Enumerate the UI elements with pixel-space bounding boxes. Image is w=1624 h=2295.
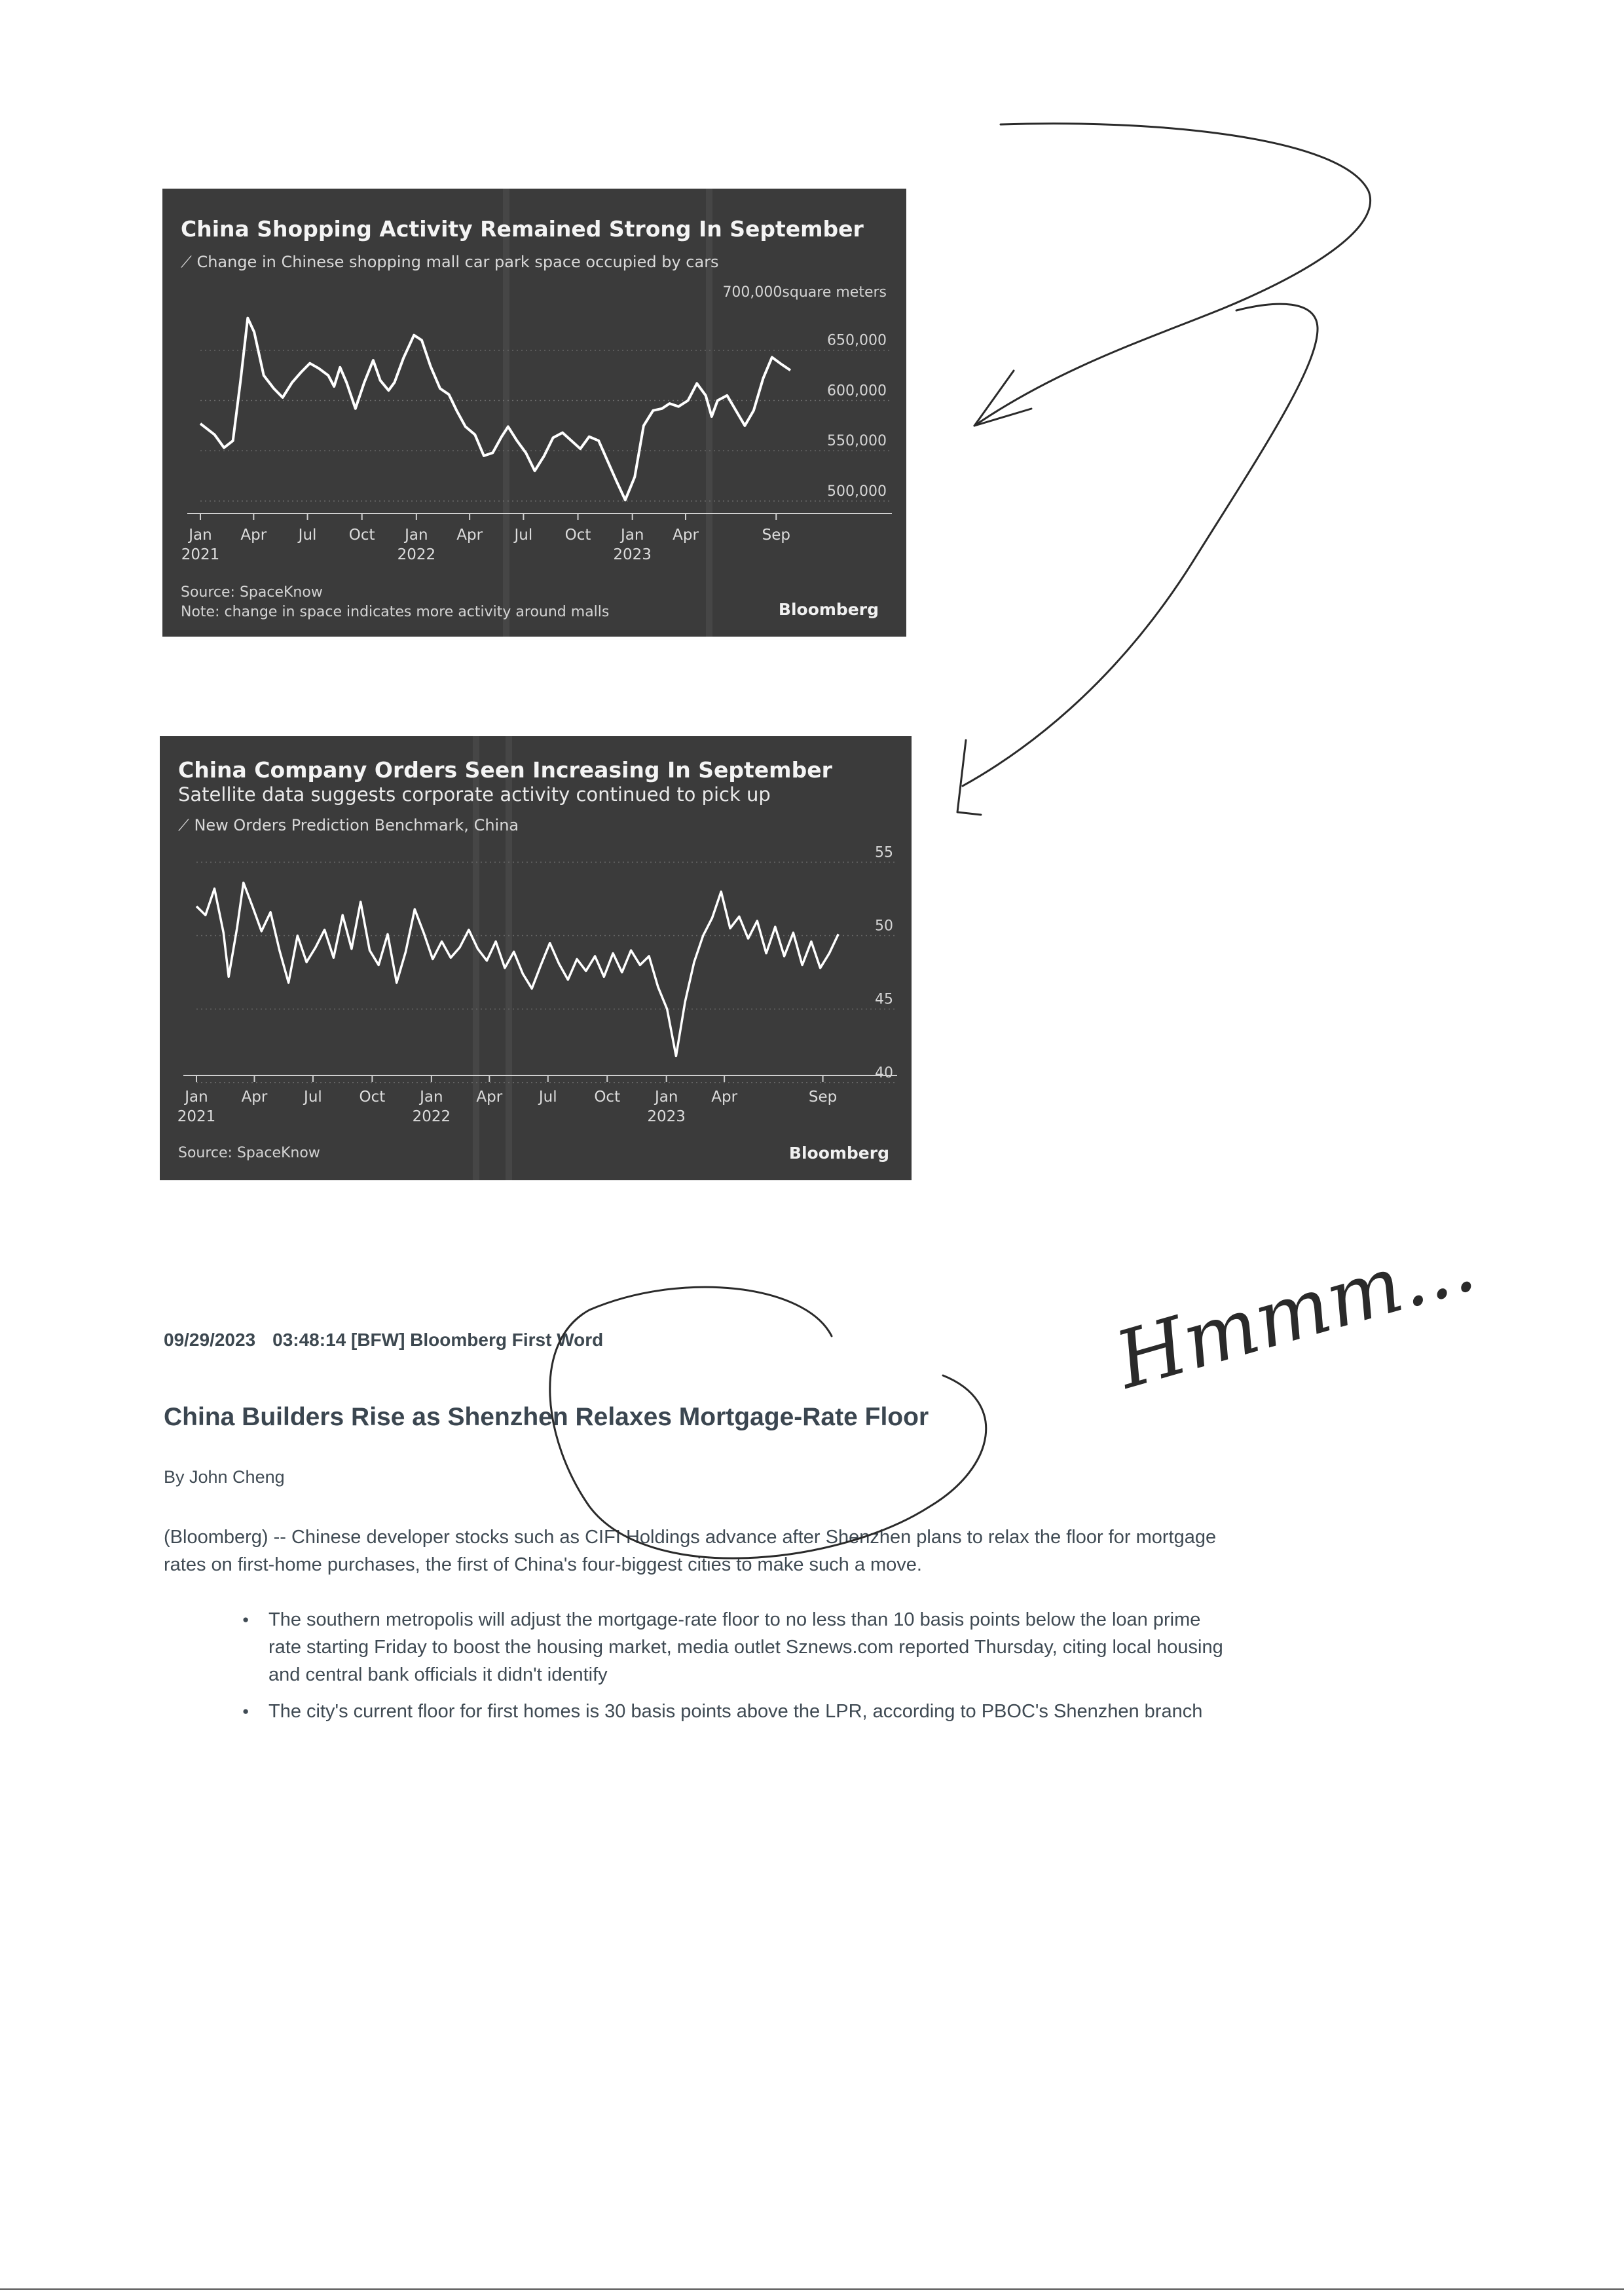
x-tick-label: Sep bbox=[762, 527, 790, 544]
article-byline: By John Cheng bbox=[164, 1467, 285, 1487]
x-tick-year-label: 2021 bbox=[181, 546, 220, 563]
article-time-source: 03:48:14 [BFW] Bloomberg First Word bbox=[272, 1330, 604, 1350]
arrowhead-icon bbox=[974, 371, 1031, 426]
shopping-activity-chart bbox=[162, 189, 906, 637]
x-tick-year-label: 2022 bbox=[412, 1108, 451, 1125]
line-legend-icon: ⟋ bbox=[178, 816, 194, 834]
y-tick-label: 50 bbox=[875, 918, 893, 935]
pen-arrow-stroke bbox=[974, 124, 1371, 426]
x-tick-year-label: 2022 bbox=[397, 546, 436, 563]
article-bullets bbox=[242, 1606, 1238, 1734]
article-lead: (Bloomberg) -- Chinese developer stocks such as CIFI Holdings advance after Shenzhen plans to relax the floor for mortgage rates on first-home purchases, the first of China's four-biggest cities to make such a move. bbox=[164, 1527, 1217, 1575]
chart-subtitle: Satellite data suggests corporate activity continued to pick up bbox=[178, 783, 771, 806]
x-tick-label: Jan bbox=[405, 527, 428, 544]
y-tick-label: 40 bbox=[875, 1064, 893, 1081]
bloomberg-logo: Bloomberg bbox=[788, 1144, 889, 1163]
unit-label: 700,000square meters bbox=[722, 284, 887, 301]
x-tick-label: Jan bbox=[420, 1089, 443, 1106]
article-dateline bbox=[164, 1330, 1624, 1351]
x-tick-label: Apr bbox=[456, 527, 483, 544]
x-tick-label: Oct bbox=[359, 1089, 386, 1106]
x-tick-label: Jan bbox=[185, 1089, 208, 1106]
legend-label: New Orders Prediction Benchmark, China bbox=[194, 816, 519, 834]
x-tick-label: Sep bbox=[808, 1089, 838, 1106]
x-tick-label: Jul bbox=[304, 1089, 322, 1106]
x-tick-label: Jul bbox=[538, 1089, 557, 1106]
line-legend-icon: ⟋ bbox=[181, 253, 197, 271]
series-line bbox=[196, 883, 838, 1056]
chart-source: Source: SpaceKnow bbox=[181, 584, 323, 601]
page-bottom-rule bbox=[0, 2288, 1624, 2290]
chart-title: China Shopping Activity Remained Strong In September bbox=[181, 216, 864, 242]
x-tick-label: Oct bbox=[348, 527, 375, 544]
pen-arrow-stroke bbox=[963, 304, 1318, 786]
x-tick-label: Apr bbox=[673, 527, 699, 544]
chart-title: China Company Orders Seen Increasing In September bbox=[178, 757, 832, 783]
x-tick-label: Jan bbox=[189, 527, 212, 544]
series-line bbox=[200, 318, 790, 500]
y-tick-label: 550,000 bbox=[827, 433, 887, 450]
x-tick-label: Jul bbox=[514, 527, 533, 544]
handwritten-note: Hmmm... bbox=[1106, 1218, 1485, 1407]
x-tick-label: Apr bbox=[476, 1089, 503, 1106]
article-bullet: ● The city's current floor for first homes is 30 basis points above the LPR, according to PBOC's Shenzhen branch bbox=[242, 1698, 1238, 1725]
orders-plot bbox=[160, 736, 912, 1180]
article-headline: China Builders Rise as Shenzhen Relaxes Mortgage-Rate Floor bbox=[164, 1403, 929, 1431]
chart-note: Note: change in space indicates more activity around malls bbox=[181, 604, 610, 620]
bloomberg-logo: Bloomberg bbox=[778, 600, 879, 619]
y-tick-label: 650,000 bbox=[827, 332, 887, 349]
x-tick-label: Apr bbox=[711, 1089, 738, 1106]
chart-source: Source: SpaceKnow bbox=[178, 1145, 320, 1161]
x-tick-label: Apr bbox=[240, 527, 267, 544]
x-tick-year-label: 2021 bbox=[177, 1108, 216, 1125]
article-date: 09/29/2023 bbox=[164, 1330, 256, 1350]
y-tick-label: 600,000 bbox=[827, 382, 887, 400]
x-tick-label: Jul bbox=[298, 527, 317, 544]
y-tick-label: 500,000 bbox=[827, 483, 887, 500]
y-tick-label: 45 bbox=[875, 991, 893, 1008]
company-orders-chart bbox=[160, 736, 912, 1180]
arrowhead-icon bbox=[957, 740, 981, 815]
x-tick-label: Jan bbox=[654, 1089, 678, 1106]
x-tick-label: Apr bbox=[241, 1089, 268, 1106]
shopping-plot bbox=[162, 189, 906, 637]
x-tick-label: Oct bbox=[594, 1089, 621, 1106]
legend-label: Change in Chinese shopping mall car park space occupied by cars bbox=[196, 253, 719, 271]
x-tick-year-label: 2023 bbox=[647, 1108, 686, 1125]
y-tick-label: 55 bbox=[875, 844, 893, 861]
x-tick-label: Jan bbox=[620, 527, 644, 544]
article-bullet: ● The southern metropolis will adjust the mortgage-rate floor to no less than 10 basis points below the loan prime rate starting Friday to boost the housing market, media outlet Sznews.com reported Thursday, citing local housing and central bank officials it didn't identify bbox=[242, 1606, 1238, 1689]
x-tick-year-label: 2023 bbox=[613, 546, 652, 563]
x-tick-label: Oct bbox=[564, 527, 591, 544]
